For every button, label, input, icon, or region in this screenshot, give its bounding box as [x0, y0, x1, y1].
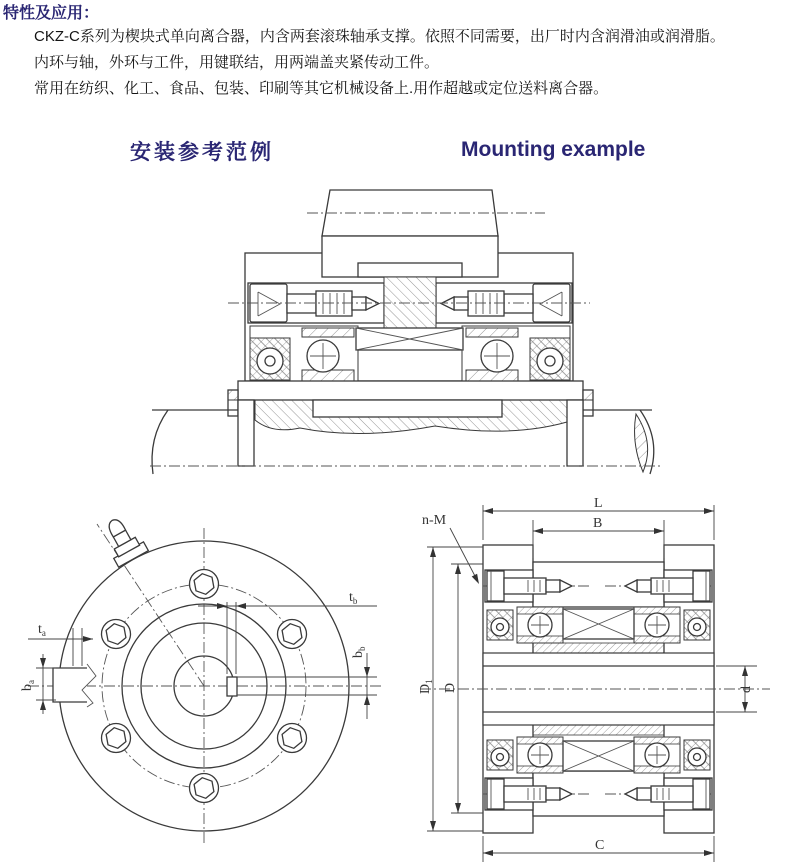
- dim-label-B: B: [593, 516, 603, 531]
- dim-D: [443, 564, 483, 813]
- seal-right: [530, 338, 570, 380]
- dim-label-nM: n-M: [422, 513, 447, 528]
- mounting-example-drawing: [0, 178, 800, 485]
- feature-line-1: CKZ-C系列为楔块式单向离合器，内含两套滚珠轴承支撑。依照不同需要，出厂时内含润滑油或润滑脂。: [34, 28, 725, 45]
- dim-label-ta: $t_a$: [38, 622, 46, 638]
- sleeve-cross: [356, 328, 463, 350]
- dim-label-ba: $b_a$: [20, 680, 36, 691]
- dim-label-D: D: [443, 682, 458, 693]
- dim-d: [716, 666, 757, 712]
- section-view-drawing: [400, 495, 800, 864]
- dim-label-C: C: [595, 838, 605, 853]
- shaft-hub: [238, 400, 583, 466]
- dim-label-d: d: [739, 686, 754, 693]
- heading-en: Mounting example: [461, 138, 646, 161]
- feature-line-3: 常用在纺织、化工、食品、包装、印刷等其它机械设备上.用作超越或定位送料离合器。: [34, 80, 609, 97]
- features-section: [34, 24, 725, 102]
- outer-keyway: [53, 664, 96, 707]
- dim-nM: [422, 513, 479, 584]
- wedge-element: [384, 277, 436, 328]
- dim-ba: [20, 654, 56, 714]
- dim-label-L: L: [594, 496, 603, 511]
- dim-ta: [28, 622, 93, 666]
- dim-B: [533, 516, 664, 558]
- workpiece: [322, 190, 498, 277]
- section-title: 特性及应用：: [3, 5, 100, 22]
- dim-label-bb: $b_b$: [351, 646, 367, 658]
- dim-label-tb: $t_b$: [349, 590, 358, 606]
- dim-label-D1: $D_1$: [418, 679, 434, 694]
- grease-fitting: [97, 512, 148, 567]
- feature-line-2: 内环与轴，外环与工件，用键联结，用两端盖夹紧传动工件。: [34, 54, 440, 71]
- seal-left: [250, 338, 290, 380]
- front-view-drawing: [0, 500, 400, 864]
- sleeve-cross-bottom: [563, 741, 634, 771]
- sleeve-cross-top: [563, 609, 634, 639]
- dim-bb: [237, 646, 377, 719]
- heading-zh: 安装参考范例: [130, 141, 274, 164]
- dim-C: [483, 836, 714, 862]
